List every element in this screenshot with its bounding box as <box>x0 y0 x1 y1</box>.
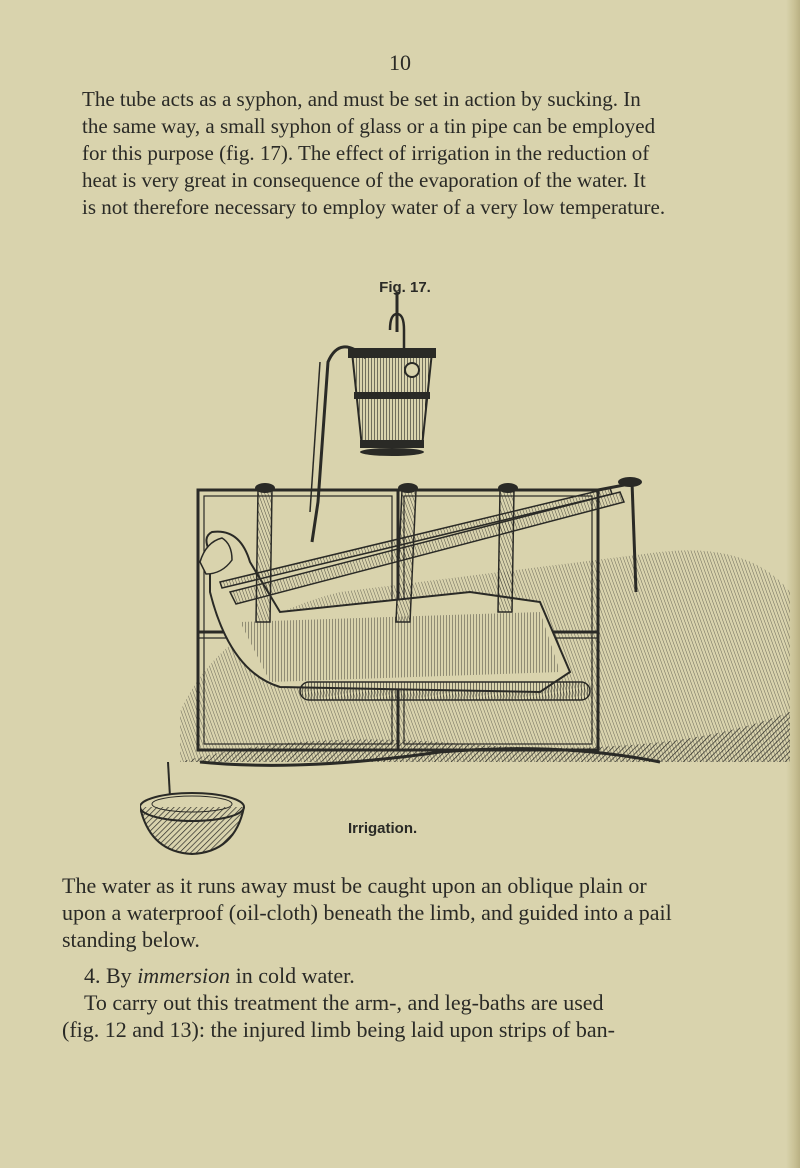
section-prefix: 4. By <box>84 963 138 988</box>
paragraph-syphon <box>82 86 714 221</box>
irrigation-illustration <box>140 292 800 857</box>
text-line: upon a waterproof (oil-cloth) beneath the limb, and guided into a pail <box>62 900 672 925</box>
text-line: the same way, a small syphon of glass or a tin pipe can be employed <box>82 114 656 138</box>
text-line: The water as it runs away must be caught upon an oblique plain or <box>62 873 647 898</box>
section-suffix: in cold water. <box>230 963 355 988</box>
text-line: To carry out this treatment the arm-, and leg-baths are used <box>84 990 604 1015</box>
section-title-italic: immersion <box>137 963 231 988</box>
text-line: (fig. 12 and 13): the injured limb being laid upon strips of ban- <box>62 1017 615 1042</box>
text-line: The tube acts as a syphon, and must be set in action by sucking. In <box>82 87 641 111</box>
page-number: 10 <box>389 50 411 75</box>
basin-icon <box>140 793 244 854</box>
hook-icon <box>390 292 404 352</box>
text-line: for this purpose (fig. 17). The effect of irrigation in the reduction of <box>82 141 650 165</box>
paragraph-immersion <box>62 962 734 1043</box>
figure-label: Fig. 17. <box>379 279 431 296</box>
section-heading <box>62 962 734 989</box>
text-line: is not therefore necessary to employ water of a very low temperature. <box>82 195 666 219</box>
figure-caption: Irrigation. <box>348 820 418 837</box>
text-line: standing below. <box>62 927 200 952</box>
text-line: heat is very great in consequence of the evaporation of the water. It <box>82 168 646 192</box>
bucket-icon <box>348 348 436 456</box>
paragraph-water-runoff <box>62 872 734 953</box>
